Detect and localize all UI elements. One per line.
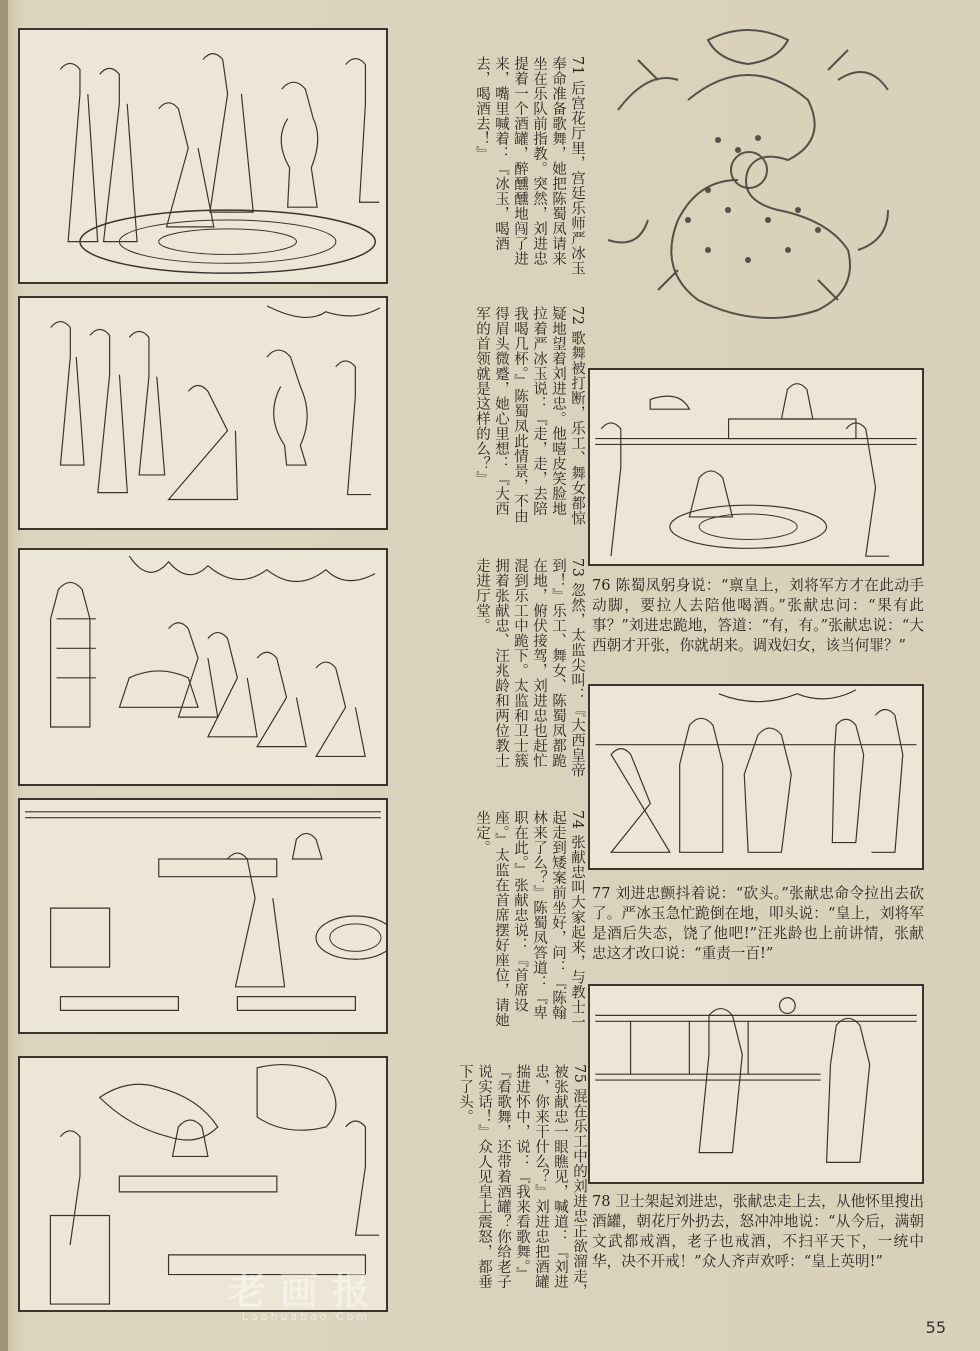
caption-78: 78 卫士架起刘进忠，张献忠走上去，从他怀里搜出酒罐，朝花厅外扔去，怒冲冲地说：“从今后，满朝文武都戒酒，老子也戒酒，不扫平天下，一统中华，决不开戒！”众人齐声欢呼：“皇上英明!”: [592, 1193, 924, 1270]
palace-dancers-drawing-icon: [20, 30, 386, 282]
dragon-emblem-icon: [598, 20, 900, 328]
caption-71: 71 后宫花厅里，宫廷乐师严冰玉奉命准备歌舞，她把陈蜀凤请来坐在乐队前指教。突然，刘进忠提着一个酒罐，醉醺醺地闯了进来，嘴里喊着：『冰玉，喝酒去，喝酒去！』: [474, 56, 585, 276]
watermark: [228, 1269, 385, 1323]
caption-72: 72 歌舞被打断，乐工、舞女都惊疑地望着刘进忠。他嘻皮笑脸地拉着严冰玉说：『走，走，去陪我喝几杯。』陈蜀凤此情景，不由得眉头微蹙，她心里想：『大西军的首领就是这样的么？』: [474, 306, 585, 526]
panel-73-illustration: [18, 548, 388, 786]
caption-75: 75 混在乐工中的刘进忠正欲溜走，被张献忠一眼瞧见，喊道：『刘进忠，你来干什么？』刘进忠把酒罐揣进怀中，说：『我来看歌舞。』『看歌舞，还带着酒罐？你给老子说实话！』众人见皇上震怒，都垂下了头。: [457, 1064, 587, 1299]
caption-77: 77 刘进忠颤抖着说：“砍头。”张献忠命令拉出去砍了。严冰玉急忙跪倒在地，叩头说：“皇上，刘将军是酒后失态，饶了他吧!”汪兆龄也上前讲情，张献忠这才改口说：“重责一百!”: [592, 885, 924, 962]
audience-hall-drawing-icon: [590, 370, 922, 564]
watermark-main: 老画报: [228, 1269, 385, 1313]
emperor-judgment-drawing-icon: [590, 686, 922, 868]
page-number: 55: [925, 1318, 946, 1337]
panel-71-illustration: [18, 28, 388, 284]
wine-jar-thrown-drawing-icon: [590, 986, 922, 1182]
emperor-arrives-drawing-icon: [20, 550, 386, 784]
panel-72-illustration: [18, 296, 388, 530]
caption-74: 74 张献忠叫大家起来，与教士一起走到矮案前坐好，问：『陈翰林来了么？』陈蜀凤答道：『卑职在此。』张献忠说：『首席设座。』太监在首席摆好座位，请她坐定。: [474, 810, 585, 1030]
caption-73: 73 忽然，太监尖叫：『大西皇帝到！』乐工、舞女、陈蜀凤都跪在地，俯伏接驾，刘进忠也赶忙混到乐工中跪下。太监和卫士簇拥着张献忠、汪兆龄和两位教士走进厅堂。: [474, 558, 585, 778]
banquet-seats-drawing-icon: [20, 800, 386, 1032]
panel-78-illustration: [588, 984, 924, 1184]
caption-76: 76 陈蜀凤躬身说：“禀皇上，刘将军方才在此动手动脚，要拉人去陪他喝酒。”张献忠问：“果有此事？”刘进忠跪地，答道：“有，有。”张献忠说：“大西朝才开张，你就胡来。调戏妇女，该当何罪？”: [592, 577, 924, 654]
panel-77-illustration: [588, 684, 924, 870]
spine-edge: [0, 0, 8, 1351]
watermark-url: Laohuabao.Com: [241, 1310, 371, 1323]
panel-74-illustration: [18, 798, 388, 1034]
panel-76-illustration: [588, 368, 924, 566]
dancer-pulled-drawing-icon: [20, 298, 386, 528]
